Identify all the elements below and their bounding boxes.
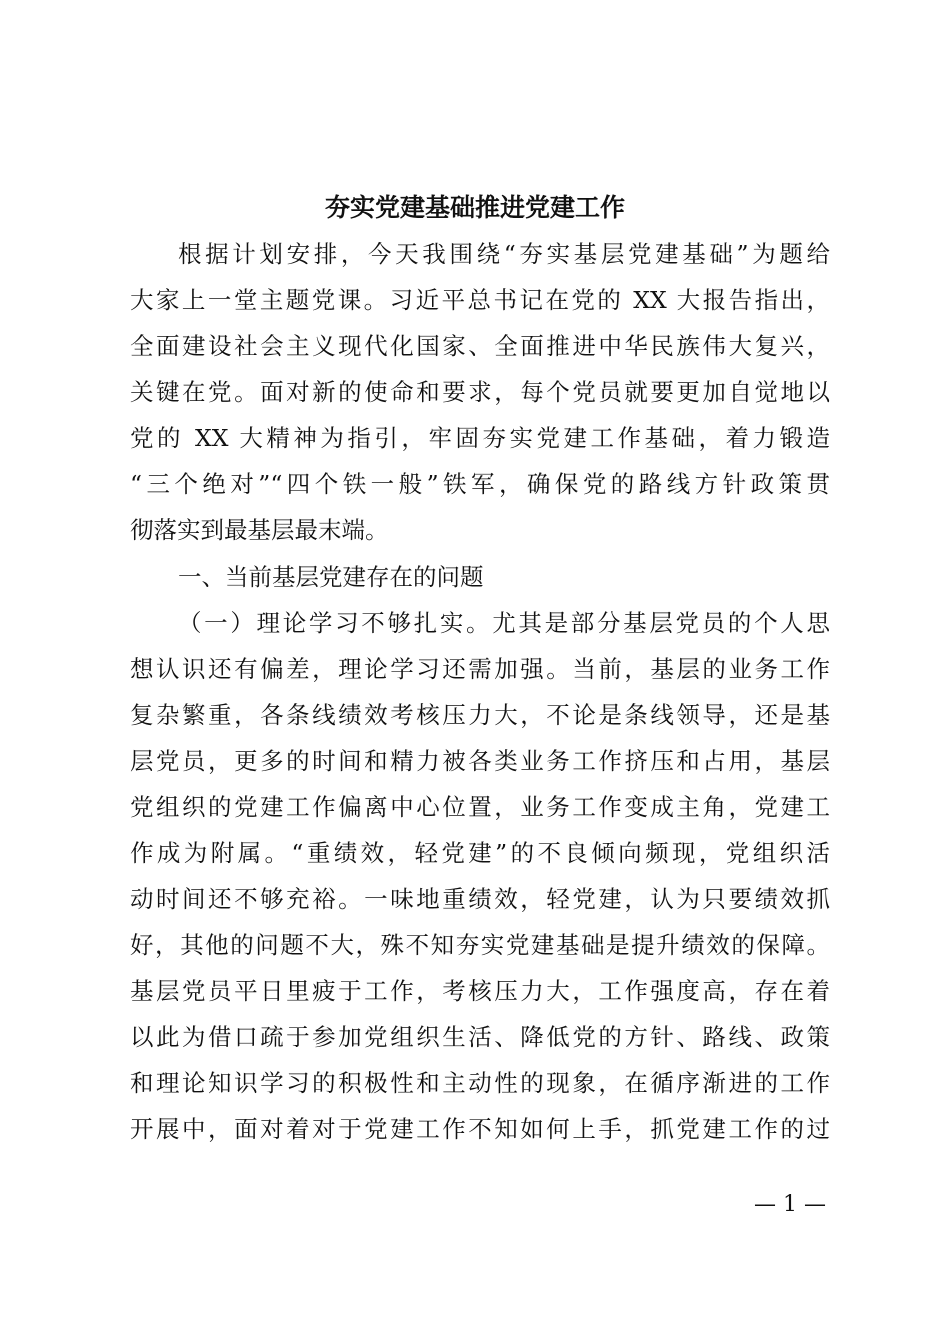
intro-line — [130, 330, 830, 362]
subsection-line-text: 复杂繁重，各条线绩效考核压力大，不论是条线领导，还是基 — [130, 701, 830, 729]
intro-line-text: 关键在党。面对新的使命和要求，每个党员就要更加自觉地以 — [130, 378, 830, 406]
subsection-line-text: （一）理论学习不够扎实。尤其是部分基层党员的个人思 — [178, 609, 830, 637]
intro-line-text: 党的 XX 大精神为指引，牢固夯实党建工作基础，着力锻造 — [130, 424, 830, 452]
subsection-line — [130, 653, 830, 685]
subsection-line-text: 好，其他的问题不大，殊不知夯实党建基础是提升绩效的保障。 — [130, 931, 830, 959]
intro-line-text: 大家上一堂主题党课。习近平总书记在党的 XX 大报告指出， — [130, 286, 830, 314]
subsection-line — [178, 607, 830, 639]
subsection-line — [130, 975, 830, 1007]
intro-line — [130, 376, 830, 408]
subsection-line — [130, 1113, 830, 1145]
subsection-line — [130, 745, 830, 777]
intro-line — [130, 422, 830, 454]
subsection-line — [130, 791, 830, 823]
subsection-line — [130, 883, 830, 915]
subsection-line — [130, 699, 830, 731]
subsection-line-text: 基层党员平日里疲于工作，考核压力大，工作强度高，存在着 — [130, 977, 830, 1005]
intro-line-last — [130, 514, 830, 546]
subsection-line-text: 作成为附属。“重绩效，轻党建”的不良倾向频现，党组织活 — [130, 839, 830, 867]
subsection-line-text: 想认识还有偏差，理论学习还需加强。当前，基层的业务工作 — [130, 655, 830, 683]
intro-line-text: 根据计划安排，今天我围绕“夯实基层党建基础”为题给 — [178, 240, 830, 268]
subsection-line — [130, 1021, 830, 1053]
page-number: — 1 — — [754, 1192, 826, 1217]
intro-line — [130, 468, 830, 500]
subsection-line-text: 层党员，更多的时间和精力被各类业务工作挤压和占用，基层 — [130, 747, 830, 775]
subsection-line-text: 动时间还不够充裕。一味地重绩效，轻党建，认为只要绩效抓 — [130, 885, 830, 913]
subsection-line-text: 以此为借口疏于参加党组织生活、降低党的方针、路线、政策 — [130, 1023, 830, 1051]
subsection-line-text: 党组织的党建工作偏离中心位置，业务工作变成主角，党建工 — [130, 793, 830, 821]
intro-line — [178, 238, 830, 270]
subsection-line — [130, 1067, 830, 1099]
intro-line-text: “三个绝对”“四个铁一般”铁军，确保党的路线方针政策贯 — [130, 470, 830, 498]
subsection-line — [130, 837, 830, 869]
intro-line — [130, 284, 830, 316]
section-heading: 一、当前基层党建存在的问题 — [178, 563, 484, 591]
subsection-line-text: 开展中，面对着对于党建工作不知如何上手，抓党建工作的过 — [130, 1115, 830, 1143]
document-title: 夯实党建基础推进党建工作 — [324, 193, 625, 222]
subsection-line — [130, 929, 830, 961]
intro-line-text: 彻落实到最基层最末端。 — [130, 516, 389, 544]
intro-line-text: 全面建设社会主义现代化国家、全面推进中华民族伟大复兴， — [130, 332, 830, 360]
subsection-line-text: 和理论知识学习的积极性和主动性的现象，在循序渐进的工作 — [130, 1069, 830, 1097]
